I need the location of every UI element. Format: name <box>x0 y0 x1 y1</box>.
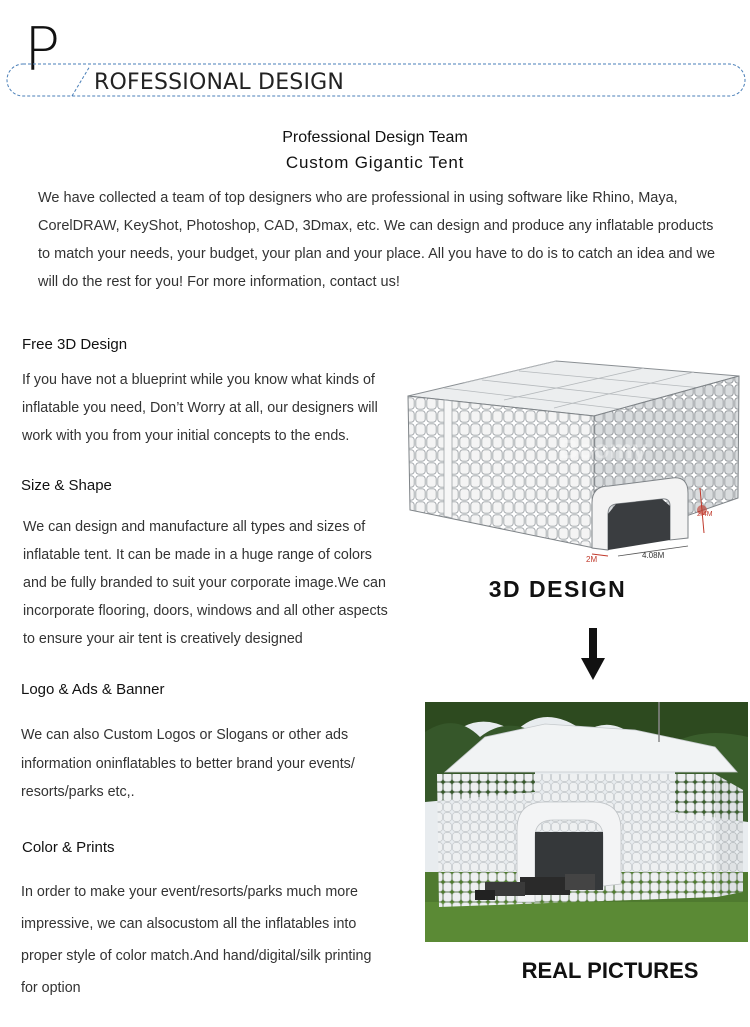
team-heading: Professional Design Team <box>282 129 468 146</box>
team-subheading: Custom Gigantic Tent <box>285 153 465 172</box>
tent-real-photo <box>425 702 748 942</box>
caption-3d-design: 3D DESIGN <box>488 576 627 602</box>
feature-body-3d-design: If you have not a blueprint while you know what kinds of inflatable you need, Don’t Worry at all, our designers will work with you from your initial concepts to the ends. <box>22 372 378 444</box>
feature-body-color-prints: In order to make your event/resorts/parks much more impressive, we can alsocustom all the inflatables into proper style of color match.And hand/digital/silk printing for option <box>21 884 372 996</box>
watermark-logo: Boomy <box>559 434 648 464</box>
feature-title-logo-ads: Logo & Ads & Banner <box>21 681 165 698</box>
feature-title-3d-design: Free 3D Design <box>22 336 128 353</box>
dim-height-label: 2.4M <box>697 511 713 518</box>
down-arrow-icon <box>578 626 608 682</box>
header-initial: P <box>24 15 61 85</box>
caption-real-pictures: REAL PICTURES <box>521 958 699 983</box>
intro-paragraph: We have collected a team of top designers who are professional in using software like Rhino, Maya, CorelDRAW, KeyShot, Photoshop, CAD, 3Dmax, etc. We can design and produce any inflatable products to match your needs, your budget, your plan and your place. All you have to do is to catch an idea and we will do the rest for you! For more information, contact us! <box>38 190 716 290</box>
feature-body-size-shape: We can design and manufacture all types and sizes of inflatable tent. It can be made in a huge range of colors and be fully branded to suit your corporate image.We can incorporate flooring, doors, windows and all other aspects to ensure your air tent is creatively designed <box>23 519 388 647</box>
feature-body-logo-ads: We can also Custom Logos or Slogans or other ads information oninflatables to better brand your events/ resorts/parks etc,. <box>21 727 355 800</box>
dim-width-label: 2M <box>586 555 598 564</box>
feature-title-size-shape: Size & Shape <box>21 477 112 494</box>
header-title: ROFESSIONAL DESIGN <box>94 70 345 95</box>
feature-title-color-prints: Color & Prints <box>22 839 115 856</box>
dim-depth-label: 4.08M <box>642 551 665 560</box>
tent-3d-render <box>404 358 744 573</box>
